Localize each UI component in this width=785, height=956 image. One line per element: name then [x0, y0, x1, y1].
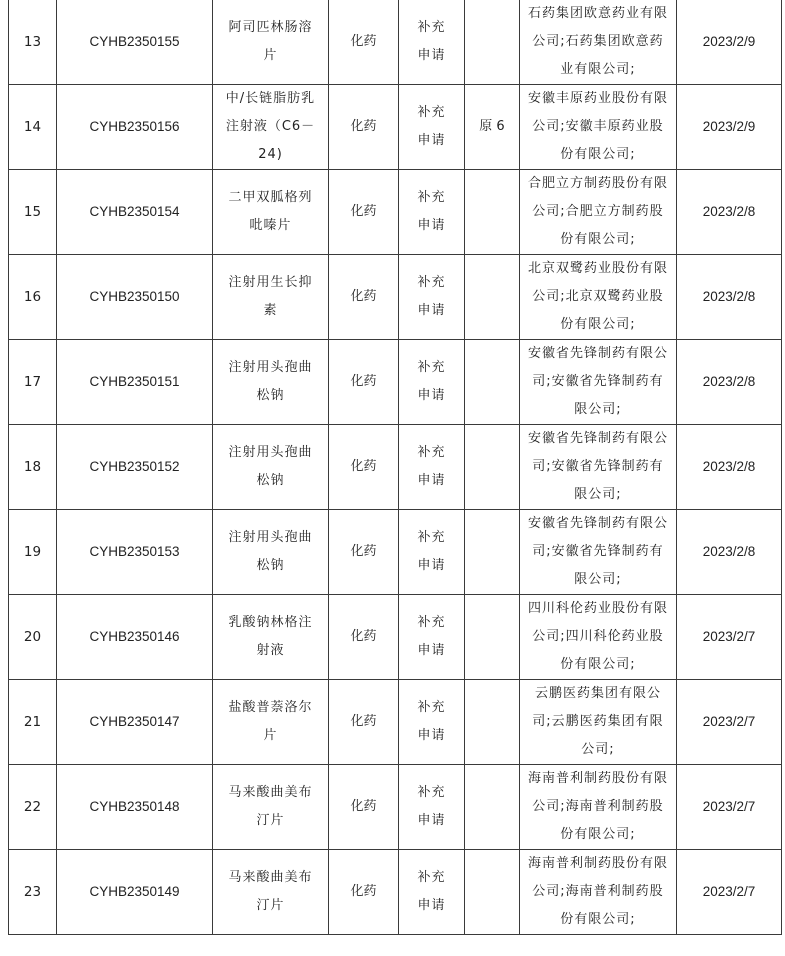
applicant-text: 四川科伦药业股份有限公司;四川科伦药业股份有限公司;	[528, 601, 669, 672]
acceptance-code-cell: CYHB2350153	[57, 510, 213, 595]
drug-name-cell	[213, 255, 329, 340]
table-row	[9, 170, 782, 255]
row-number-cell: 13	[9, 0, 57, 85]
drug-name-text: 注射用头孢曲松钠	[228, 360, 313, 403]
applicant-text: 石药集团欧意药业有限公司;石药集团欧意药业有限公司;	[528, 6, 669, 77]
drug-name-cell	[213, 595, 329, 680]
drug-name-text: 马来酸曲美布汀片	[228, 785, 313, 828]
drug-name-cell	[213, 850, 329, 935]
drug-name-text: 中/长链脂肪乳注射液（C6－24)	[225, 91, 316, 162]
acceptance-code-cell: CYHB2350146	[57, 595, 213, 680]
date-cell: 2023/2/8	[677, 425, 782, 510]
drug-name-cell	[213, 170, 329, 255]
drug-name-text: 注射用生长抑素	[228, 275, 313, 318]
application-type-text: 补充申请	[417, 700, 446, 743]
application-type-text: 补充申请	[417, 530, 446, 573]
table-row	[9, 595, 782, 680]
row-number-cell: 18	[9, 425, 57, 510]
drug-category-cell: 化药	[329, 510, 399, 595]
drug-name-text: 注射用头孢曲松钠	[228, 530, 313, 573]
application-type-text: 补充申请	[417, 870, 446, 913]
applicant-cell	[520, 680, 677, 765]
application-type-cell	[399, 0, 465, 85]
row-number-cell: 17	[9, 340, 57, 425]
note-cell	[465, 765, 520, 850]
acceptance-code-cell: CYHB2350148	[57, 765, 213, 850]
applicant-text: 云鹏医药集团有限公司;云鹏医药集团有限公司;	[532, 686, 664, 757]
applicant-text: 海南普利制药股份有限公司;海南普利制药股份有限公司;	[528, 771, 669, 842]
applicant-cell	[520, 340, 677, 425]
application-type-cell	[399, 255, 465, 340]
drug-category-cell: 化药	[329, 765, 399, 850]
row-number-cell: 16	[9, 255, 57, 340]
note-cell	[465, 850, 520, 935]
table-row	[9, 680, 782, 765]
date-cell: 2023/2/7	[677, 680, 782, 765]
table-body	[9, 0, 782, 935]
row-number-cell: 14	[9, 85, 57, 170]
applicant-cell	[520, 425, 677, 510]
note-cell	[465, 510, 520, 595]
drug-name-cell	[213, 510, 329, 595]
application-type-cell	[399, 170, 465, 255]
drug-category-cell: 化药	[329, 170, 399, 255]
drug-name-text: 盐酸普萘洛尔片	[228, 700, 313, 743]
note-cell	[465, 340, 520, 425]
applicant-text: 安徽省先锋制药有限公司;安徽省先锋制药有限公司;	[528, 516, 669, 587]
drug-category-cell: 化药	[329, 85, 399, 170]
acceptance-code-cell: CYHB2350147	[57, 680, 213, 765]
row-number-cell: 21	[9, 680, 57, 765]
date-cell: 2023/2/9	[677, 85, 782, 170]
date-cell: 2023/2/8	[677, 510, 782, 595]
application-type-cell	[399, 850, 465, 935]
applicant-cell	[520, 765, 677, 850]
row-number-cell: 20	[9, 595, 57, 680]
table-row	[9, 765, 782, 850]
applicant-text: 安徽丰原药业股份有限公司;安徽丰原药业股份有限公司;	[528, 91, 669, 162]
drug-name-text: 乳酸钠林格注射液	[228, 615, 313, 658]
application-type-cell	[399, 595, 465, 680]
drug-name-cell	[213, 85, 329, 170]
date-cell: 2023/2/8	[677, 170, 782, 255]
acceptance-code-cell: CYHB2350151	[57, 340, 213, 425]
applicant-cell	[520, 510, 677, 595]
drug-category-cell: 化药	[329, 425, 399, 510]
drug-category-cell: 化药	[329, 0, 399, 85]
drug-category-cell: 化药	[329, 255, 399, 340]
acceptance-code-cell: CYHB2350149	[57, 850, 213, 935]
row-number-cell: 19	[9, 510, 57, 595]
note-cell	[465, 425, 520, 510]
application-type-cell	[399, 425, 465, 510]
drug-name-text: 注射用头孢曲松钠	[228, 445, 313, 488]
application-type-text: 补充申请	[417, 360, 446, 403]
applicant-text: 合肥立方制药股份有限公司;合肥立方制药股份有限公司;	[528, 176, 669, 247]
table-row	[9, 0, 782, 85]
date-cell: 2023/2/8	[677, 340, 782, 425]
applicant-cell	[520, 0, 677, 85]
date-cell: 2023/2/7	[677, 850, 782, 935]
drug-name-cell	[213, 425, 329, 510]
applicant-cell	[520, 850, 677, 935]
drug-name-text: 马来酸曲美布汀片	[228, 870, 313, 913]
note-cell: 原 6	[465, 85, 520, 170]
applicant-cell	[520, 595, 677, 680]
drug-name-cell	[213, 340, 329, 425]
applicant-cell	[520, 170, 677, 255]
drug-name-cell	[213, 765, 329, 850]
acceptance-code-cell: CYHB2350155	[57, 0, 213, 85]
table-row	[9, 850, 782, 935]
drug-name-text: 阿司匹林肠溶片	[228, 20, 313, 63]
note-cell	[465, 680, 520, 765]
note-cell	[465, 255, 520, 340]
drug-name-cell	[213, 680, 329, 765]
acceptance-code-cell: CYHB2350156	[57, 85, 213, 170]
table-row	[9, 425, 782, 510]
drug-category-cell: 化药	[329, 595, 399, 680]
application-type-cell	[399, 510, 465, 595]
applicant-text: 安徽省先锋制药有限公司;安徽省先锋制药有限公司;	[528, 431, 669, 502]
date-cell: 2023/2/8	[677, 255, 782, 340]
note-cell	[465, 0, 520, 85]
row-number-cell: 22	[9, 765, 57, 850]
note-cell	[465, 170, 520, 255]
drug-name-text: 二甲双胍格列吡嗪片	[228, 190, 313, 233]
application-type-text: 补充申请	[417, 615, 446, 658]
date-cell: 2023/2/7	[677, 765, 782, 850]
acceptance-code-cell: CYHB2350154	[57, 170, 213, 255]
application-type-text: 补充申请	[417, 445, 446, 488]
acceptance-code-cell: CYHB2350152	[57, 425, 213, 510]
row-number-cell: 23	[9, 850, 57, 935]
application-type-cell	[399, 340, 465, 425]
applicant-text: 北京双鹭药业股份有限公司;北京双鹭药业股份有限公司;	[528, 261, 669, 332]
drug-application-table	[8, 0, 782, 935]
note-cell	[465, 595, 520, 680]
applicant-text: 安徽省先锋制药有限公司;安徽省先锋制药有限公司;	[528, 346, 669, 417]
application-type-text: 补充申请	[417, 785, 446, 828]
applicant-text: 海南普利制药股份有限公司;海南普利制药股份有限公司;	[528, 856, 669, 927]
table-row	[9, 85, 782, 170]
drug-category-cell: 化药	[329, 850, 399, 935]
application-type-cell	[399, 765, 465, 850]
table-row	[9, 510, 782, 595]
application-type-text: 补充申请	[417, 190, 446, 233]
acceptance-code-cell: CYHB2350150	[57, 255, 213, 340]
drug-category-cell: 化药	[329, 340, 399, 425]
applicant-cell	[520, 85, 677, 170]
date-cell: 2023/2/7	[677, 595, 782, 680]
drug-name-cell	[213, 0, 329, 85]
applicant-cell	[520, 255, 677, 340]
date-cell: 2023/2/9	[677, 0, 782, 85]
table-row	[9, 255, 782, 340]
application-type-cell	[399, 680, 465, 765]
application-type-text: 补充申请	[417, 105, 446, 148]
application-type-text: 补充申请	[417, 20, 446, 63]
table-row	[9, 340, 782, 425]
row-number-cell: 15	[9, 170, 57, 255]
application-type-text: 补充申请	[417, 275, 446, 318]
application-type-cell	[399, 85, 465, 170]
drug-category-cell: 化药	[329, 680, 399, 765]
